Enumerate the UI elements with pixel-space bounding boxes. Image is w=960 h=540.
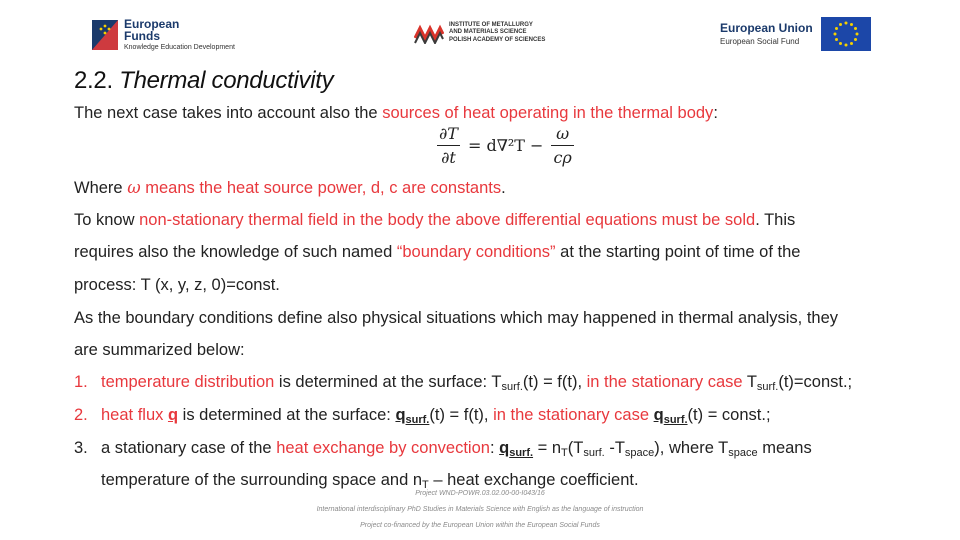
text: q — [653, 406, 664, 424]
highlight-text: temperature distribution — [101, 373, 275, 391]
eu-logo — [720, 17, 871, 51]
text: (t)=const.; — [778, 373, 853, 391]
text: To know — [74, 211, 140, 229]
eu-flag-icon — [821, 17, 871, 51]
eu-line2: European Social Fund — [720, 37, 800, 46]
list-item-3 — [101, 439, 812, 458]
eu-line1: European Union — [720, 21, 813, 35]
text: means — [757, 439, 812, 457]
list-item-3-number: 3. — [74, 439, 88, 457]
highlight-text: in the stationary case — [586, 373, 743, 391]
institute-line2: AND MATERIALS SCIENCE — [449, 29, 527, 36]
text: : — [713, 104, 718, 122]
footer-project-id: Project WND-POWR.03.02.00-00-I043/16 — [415, 490, 545, 497]
paragraph-boundary-line1: As the boundary conditions define also physical situations which may happened in thermal analysis, they — [74, 309, 839, 327]
text: q — [395, 406, 406, 424]
list-item-2 — [101, 406, 771, 425]
text: Where — [74, 179, 128, 197]
text: is determined at the surface: — [178, 406, 396, 424]
lhs-denominator: ∂t — [441, 148, 456, 167]
institute-line3: POLISH ACADEMY OF SCIENCES — [449, 36, 546, 43]
list-item-2-number: 2. — [74, 406, 88, 424]
subscript: surf. — [405, 414, 430, 426]
highlight-text: means the heat source power, d, c are constants — [140, 179, 502, 197]
highlight-text: in the stationary case — [493, 406, 654, 424]
rhs-denominator: cρ — [553, 148, 572, 167]
text: T — [742, 373, 757, 391]
text: is determined at the surface: T — [274, 373, 502, 391]
text: requires also the knowledge of such named — [74, 243, 397, 261]
subscript: T — [422, 479, 429, 491]
paragraph-field-line3: process: T (x, y, z, 0)=const. — [74, 276, 280, 294]
text: The next case takes into account also the — [74, 104, 383, 122]
paragraph-intro — [74, 104, 718, 123]
text: = n — [533, 439, 562, 457]
highlight-text: “boundary conditions” — [396, 243, 556, 261]
highlight-text: heat flux — [101, 406, 168, 424]
subscript: surf. — [509, 447, 534, 459]
institute-logo — [414, 22, 545, 44]
eu-funds-line1: European — [124, 16, 180, 31]
text: (T — [567, 439, 584, 457]
text: (t) = f(t), — [522, 373, 587, 391]
text: at the starting point of time of the — [555, 243, 801, 261]
eu-funds-logo — [92, 14, 235, 54]
lhs-numerator: ∂T — [439, 124, 458, 143]
paragraph-field-line1 — [74, 211, 795, 230]
equation-middle: = d∇²T − — [467, 136, 544, 155]
text: -T — [604, 439, 625, 457]
list-item-1-number: 1. — [74, 373, 88, 391]
list-item-3-line2 — [101, 471, 639, 490]
text: temperature of the surrounding space and n — [101, 471, 423, 489]
eu-funds-mark-icon — [92, 16, 118, 52]
subscript: surf. — [583, 447, 605, 459]
rhs-fraction — [551, 124, 573, 167]
paragraph-boundary-line2: are summarized below: — [74, 341, 245, 359]
highlight-text: sources of heat operating in the thermal body — [382, 104, 714, 122]
text: : — [489, 439, 500, 457]
institute-mark-icon — [414, 22, 444, 44]
text: (t) = f(t), — [429, 406, 494, 424]
text: (t) = const.; — [687, 406, 771, 424]
text: – heat exchange coefficient. — [428, 471, 639, 489]
subscript: T — [561, 447, 568, 459]
text: q — [499, 439, 510, 457]
fraction-bar — [437, 145, 460, 146]
fraction-bar — [551, 145, 573, 146]
highlight-text: non-stationary thermal field in the body the above differential equations must be sold — [139, 211, 756, 229]
text: . This — [755, 211, 796, 229]
title-text: Thermal conductivity — [119, 67, 334, 94]
rhs-numerator: ω — [556, 124, 570, 143]
subscript: surf. — [663, 414, 688, 426]
highlight-text: heat exchange by convection — [276, 439, 490, 457]
text: a stationary case of the — [101, 439, 277, 457]
eu-funds-line2: Funds — [124, 28, 160, 43]
list-item-1 — [101, 373, 852, 392]
text: . — [501, 179, 506, 197]
paragraph-where — [74, 178, 506, 198]
institute-line1: INSTITUTE OF METALLURGY — [449, 22, 533, 29]
footer-studies: International interdisciplinary PhD Studies in Materials Science with English as the language of instruction — [316, 506, 644, 513]
subscript: surf. — [756, 381, 779, 393]
subscript: space — [728, 447, 758, 459]
text: ), where T — [654, 439, 729, 457]
eu-funds-line3: Knowledge Education Development — [124, 43, 235, 51]
title-number: 2.2. — [74, 67, 113, 94]
heat-equation — [433, 124, 578, 167]
omega-symbol: ω — [127, 178, 141, 197]
highlight-text: q — [167, 406, 179, 424]
lhs-fraction — [437, 124, 460, 167]
subscript: surf. — [501, 381, 523, 393]
subscript: space — [624, 447, 655, 459]
paragraph-field-line2 — [74, 243, 800, 262]
page-title — [74, 67, 333, 95]
footer-cofinanced: Project co-financed by the European Union within the European Social Funds — [360, 522, 600, 529]
